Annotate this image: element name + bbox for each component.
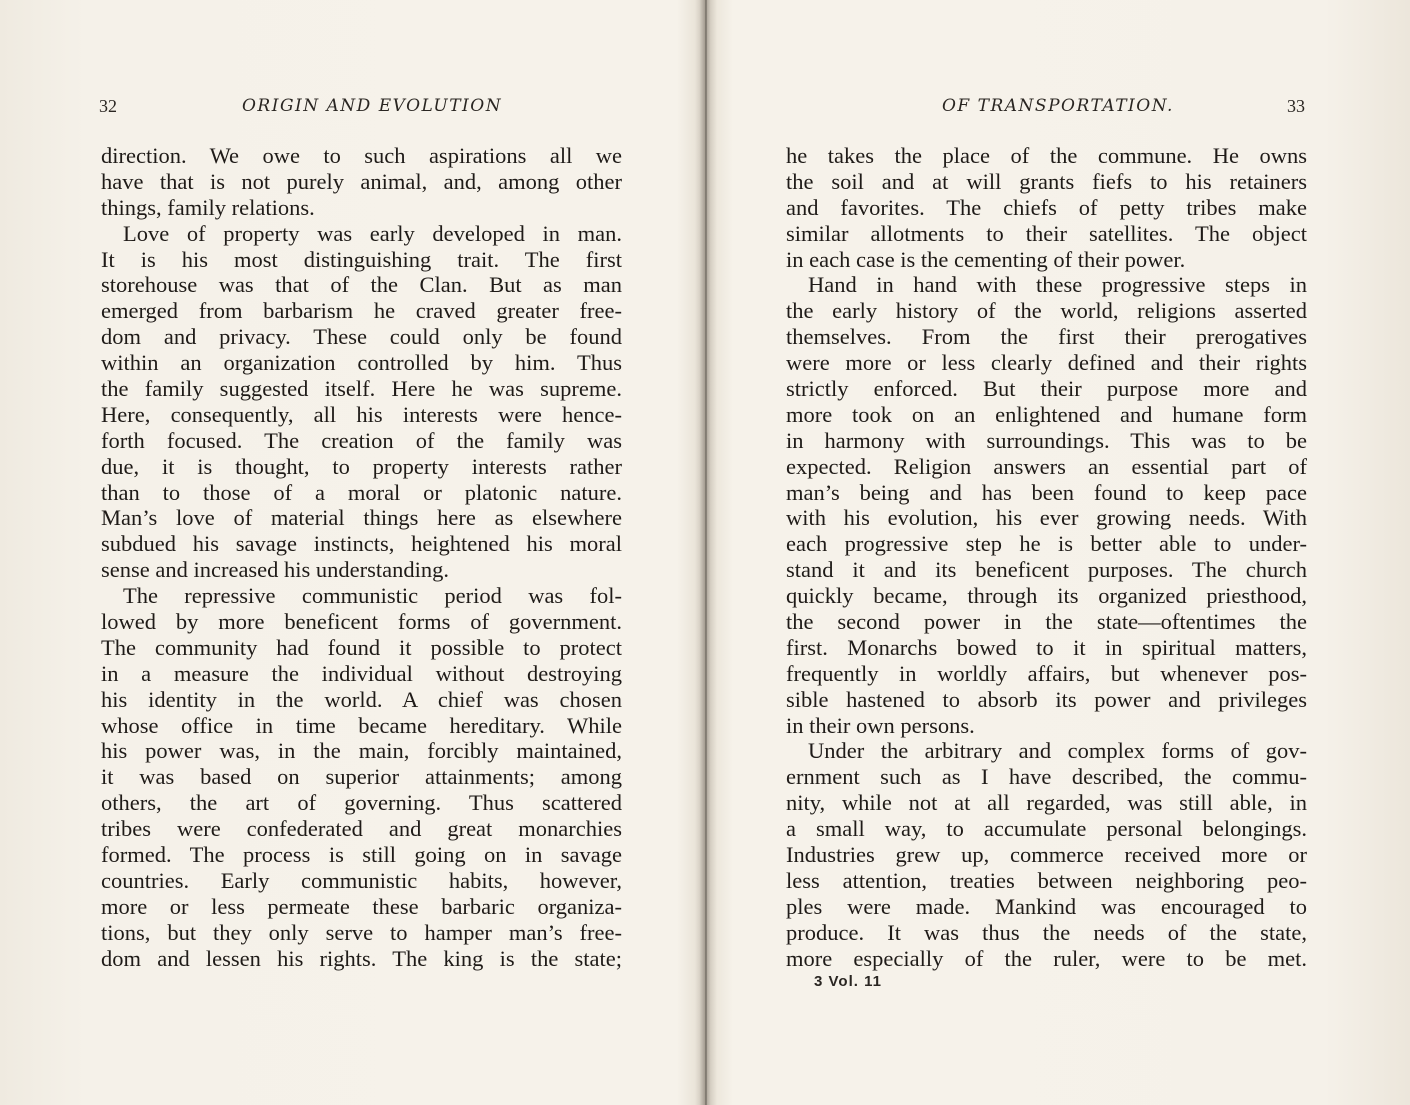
text-line: Here, consequently, all his interests were hence- bbox=[101, 401, 622, 427]
text-line: stand it and its beneficent purposes. The church bbox=[786, 557, 1307, 583]
text-line: things, family relations. bbox=[101, 194, 315, 220]
text-line: ples were made. Mankind was encouraged to bbox=[786, 893, 1307, 919]
text-line: it was based on superior attainments; among bbox=[101, 764, 622, 790]
body-text bbox=[786, 143, 1307, 972]
text-line: Love of property was early developed in man. bbox=[123, 220, 622, 246]
text-line: quickly became, through its organized priesthood, bbox=[786, 583, 1307, 609]
text-line: more or less permeate these barbaric organiza- bbox=[101, 893, 622, 919]
text-line: dom and privacy. These could only be found bbox=[101, 324, 622, 350]
text-line: nity, while not at all regarded, was still able, in bbox=[786, 790, 1307, 816]
text-line: It is his most distinguishing trait. The first bbox=[101, 246, 622, 272]
text-line: his power was, in the main, forcibly maintained, bbox=[101, 738, 622, 764]
text-line: direction. We owe to such aspirations all we bbox=[101, 143, 622, 168]
text-line: were more or less clearly defined and their rights bbox=[786, 350, 1307, 376]
running-head: OF TRANSPORTATION. bbox=[942, 96, 1174, 116]
text-line: countries. Early communistic habits, however, bbox=[101, 867, 622, 893]
signature-mark: 3 Vol. 11 bbox=[814, 973, 882, 990]
text-line: the early history of the world, religions asserted bbox=[786, 298, 1307, 324]
text-line: he takes the place of the commune. He owns bbox=[786, 143, 1307, 168]
text-line: in each case is the cementing of their power. bbox=[786, 246, 1186, 272]
text-line: each progressive step he is better able to under- bbox=[786, 531, 1307, 557]
text-line: formed. The process is still going on in savage bbox=[101, 842, 622, 868]
text-line: within an organization controlled by him. Thus bbox=[101, 350, 622, 376]
text-line: the family suggested itself. Here he was supreme. bbox=[101, 376, 622, 402]
text-line: in their own persons. bbox=[786, 712, 975, 738]
text-line: expected. Religion answers an essential part of bbox=[786, 453, 1307, 479]
text-line: the soil and at will grants fiefs to his retainers bbox=[786, 168, 1307, 194]
text-line: in harmony with surroundings. This was to be bbox=[786, 427, 1307, 453]
text-line: Hand in hand with these progressive steps in bbox=[808, 272, 1307, 298]
text-line: The community had found it possible to protect bbox=[101, 634, 622, 660]
text-line: strictly enforced. But their purpose more and bbox=[786, 376, 1307, 402]
text-line: others, the art of governing. Thus scattered bbox=[101, 790, 622, 816]
text-line: emerged from barbarism he craved greater free- bbox=[101, 298, 622, 324]
text-line: have that is not purely animal, and, among other bbox=[101, 168, 622, 194]
text-line: and favorites. The chiefs of petty tribes make bbox=[786, 194, 1307, 220]
text-line: with his evolution, his ever growing needs. With bbox=[786, 505, 1307, 531]
text-line: the second power in the state—oftentimes the bbox=[786, 609, 1307, 635]
text-line: themselves. From the first their prerogatives bbox=[786, 324, 1307, 350]
page-number: 32 bbox=[99, 96, 117, 116]
text-line: lowed by more beneficent forms of government. bbox=[101, 609, 622, 635]
page-number: 33 bbox=[1287, 96, 1305, 116]
text-line: storehouse was that of the Clan. But as man bbox=[101, 272, 622, 298]
text-line: ernment such as I have described, the commu- bbox=[786, 764, 1307, 790]
text-line: in a measure the individual without destroying bbox=[101, 660, 622, 686]
text-line: Under the arbitrary and complex forms of gov- bbox=[808, 738, 1307, 764]
text-line: first. Monarchs bowed to it in spiritual matters, bbox=[786, 634, 1307, 660]
text-line: similar allotments to their satellites. The object bbox=[786, 220, 1307, 246]
text-line: produce. It was thus the needs of the state, bbox=[786, 919, 1307, 945]
text-line: sible hastened to absorb its power and privileges bbox=[786, 686, 1307, 712]
text-line: forth focused. The creation of the family was bbox=[101, 427, 622, 453]
text-line: Industries grew up, commerce received more or bbox=[786, 842, 1307, 868]
text-line: a small way, to accumulate personal belongings. bbox=[786, 816, 1307, 842]
body-text bbox=[101, 143, 622, 972]
right-page bbox=[705, 0, 1410, 1105]
text-line: dom and lessen his rights. The king is the state; bbox=[101, 945, 622, 971]
text-line: Man’s love of material things here as elsewhere bbox=[101, 505, 622, 531]
text-line: The repressive communistic period was fol- bbox=[123, 583, 622, 609]
running-head: ORIGIN AND EVOLUTION bbox=[242, 96, 503, 116]
text-line: more especially of the ruler, were to be met. bbox=[786, 945, 1307, 971]
text-line: tribes were confederated and great monarchies bbox=[101, 816, 622, 842]
text-line: than to those of a moral or platonic nature. bbox=[101, 479, 622, 505]
text-line: less attention, treaties between neighboring peo- bbox=[786, 867, 1307, 893]
text-line: more took on an enlightened and humane form bbox=[786, 401, 1307, 427]
text-line: frequently in worldly affairs, but whenever pos- bbox=[786, 660, 1307, 686]
text-line: due, it is thought, to property interests rather bbox=[101, 453, 622, 479]
text-line: subdued his savage instincts, heightened his moral bbox=[101, 531, 622, 557]
text-line: whose office in time became hereditary. While bbox=[101, 712, 622, 738]
text-line: sense and increased his understanding. bbox=[101, 557, 450, 583]
text-line: tions, but they only serve to hamper man’s free- bbox=[101, 919, 622, 945]
text-line: man’s being and has been found to keep pace bbox=[786, 479, 1307, 505]
text-line: his identity in the world. A chief was chosen bbox=[101, 686, 622, 712]
